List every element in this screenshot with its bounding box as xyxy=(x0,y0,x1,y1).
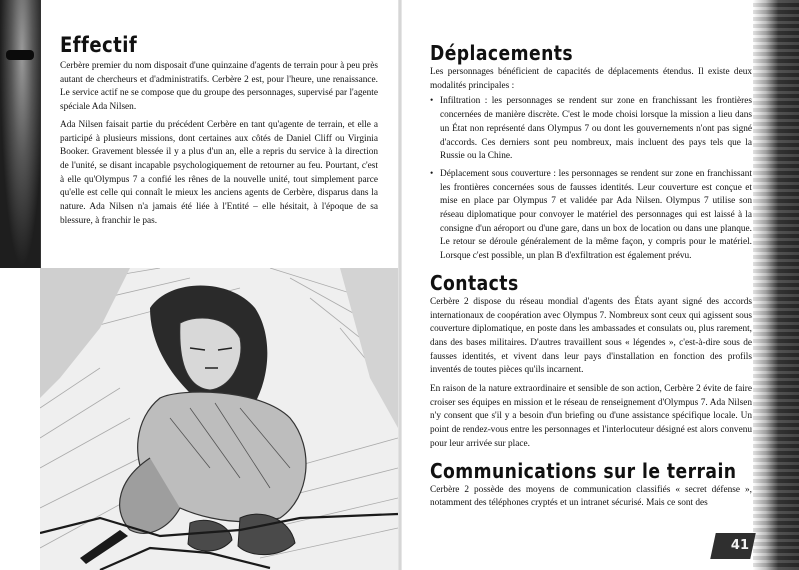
left-text-column xyxy=(60,32,378,228)
heading-effectif: Effectif xyxy=(60,33,138,57)
right-page xyxy=(402,0,799,570)
paragraph-effectif-2: Ada Nilsen faisait partie du précédent Cerbère en tant qu'agente de terrain, et elle a participé à plusieurs missions, dont certaines aux côtés de Daniel Cliff ou Virginia Booker. Gravement blessée il y a plus d'un an, elle a repris du service à la direction de l'unité, se disant incapable psychologiquement de retourner au feu. Pourtant, c'est à elle qu'Olympus 7 a confié les rênes de la nouvelle unité, tout simplement parce qu'elle est celle qui connaît le mieux les anciens agents de Cerbère, disparus dans la nature. Ada Nilsen n'a jamais été liée à l'Entité – elle hésitait, à l'époque de sa blessure, à franchir le pas. xyxy=(60,119,378,226)
heading-communications: Communications sur le terrain xyxy=(430,458,737,483)
list-item-couverture: • Déplacement sous couverture : les personnages se rendent sur zone en franchissant les frontières concernées sous de fausses identités. Leur couverture est conçue et mise en place par Olympus 7 et validée par Ada Nilsen. Olympus 7 utilise son réseau diplomatique pour convoyer le matériel des personnages qui est laissé à la consigne d'un aéroport ou d'une gare, dans un box de location ou dans une planque. Le retour se déroule généralement de la même façon, y compris pour le matériel. Lorsque c'est possible, un plan B d'exfiltration est également prévu. xyxy=(430,168,752,264)
page-number: 41 xyxy=(730,538,749,553)
heading-contacts: Contacts xyxy=(430,270,519,295)
paragraph-effectif-1: Cerbère premier du nom disposait d'une quinzaine d'agents de terrain pour à peu près autant de chercheurs et d'administratifs. Cerbère 2 est, pour l'heure, une renaissance. Le service actif ne se compose que du groupe des personnages, supervisé par l'agente spéciale Ada Nilsen. xyxy=(60,61,378,113)
margin-rule xyxy=(40,0,41,268)
right-text-column xyxy=(430,40,752,511)
deplacements-list xyxy=(430,95,752,263)
portrait-strip-image xyxy=(0,0,40,268)
grunge-page-edge xyxy=(753,0,799,570)
illustration-agent-sketch xyxy=(40,268,398,570)
heading-deplacements: Déplacements xyxy=(430,41,574,65)
paragraph-contacts-2: En raison de la nature extraordinaire et sensible de son action, Cerbère 2 évite de faire croiser ses équipes en mission et le réseau de renseignement d'Olympus 7. Ada Nilsen n'y consent que s'il y a besoin d'un briefing ou d'une assistance spécifique locale. Un point de rendez-vous entre les personnages et l'interlocuteur désigné est alors convenu pour leur arrivée sur place. xyxy=(430,384,752,449)
list-item-infiltration: • Infiltration : les personnages se rendent sur zone en franchissant les frontières concernées de manière discrète. C'est le mode choisi lorsque la mission a lieu dans un État non représenté dans Olympus 7 ou dont les gouvernements n'ont pas signé d'accords. Ces derniers sont peu nombreux, mais incluent des pays tels que la Russie ou la Chine. xyxy=(430,95,752,164)
paragraph-communications: Cerbère 2 possède des moyens de communication classifiés « secret défense », notamment des téléphones cryptés et un intranet sécurisé. Mais ce sont des xyxy=(430,484,752,509)
left-page xyxy=(0,0,398,570)
paragraph-deplacements-intro: Les personnages bénéficient de capacités de déplacements étendus. Il existe deux modalités principales : xyxy=(430,67,752,91)
illustration-drawing xyxy=(40,268,398,570)
paragraph-contacts-1: Cerbère 2 dispose du réseau mondial d'agents des États ayant signé des accords internationaux de coopération avec Olympus 7. Nombreux sont ceux qui agissent sous couverture diplomatique, en poste dans les ambassades et consulats ou, plus rarement, dans des bases militaires. D'autres travaillent sous « légendes », c'est-à-dire sous de fausses identités, et vivent dans leur pays d'installation en fonction des profils inventés de toutes pièces qu'ils incarnent. xyxy=(430,296,752,376)
